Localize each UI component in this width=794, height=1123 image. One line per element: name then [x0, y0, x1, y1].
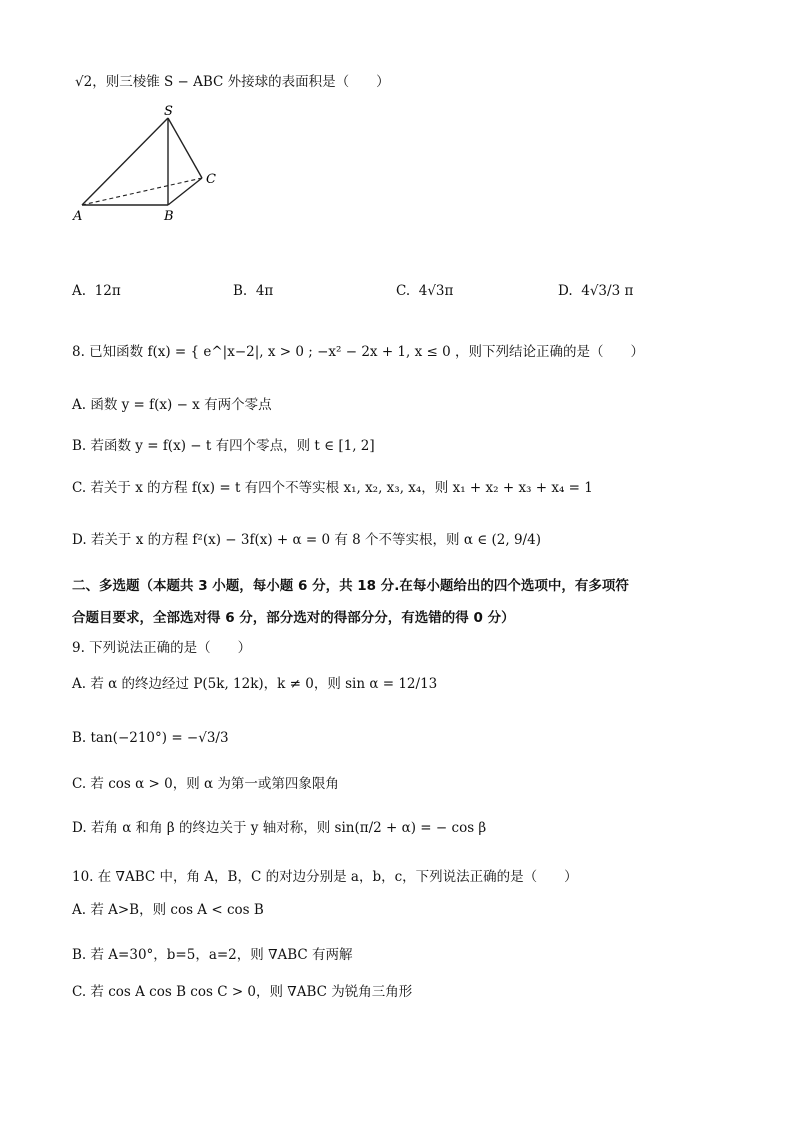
- q8-option-d: D. 若关于 x 的方程 f²(x) − 3f(x) + α = 0 有 8 个不等实根，则 α ∈ (2, 9/4): [72, 532, 541, 548]
- q10-stem: 10. 在 ∇ABC 中，角 A，B，C 的对边分别是 a，b，c，下列说法正确的是（ ）: [72, 869, 578, 885]
- q9-option-a: A. 若 α 的终边经过 P(5k, 12k)，k ≠ 0，则 sin α = 12/13: [72, 676, 438, 692]
- q10-option-b: B. 若 A=30°，b=5，a=2，则 ∇ABC 有两解: [72, 947, 353, 963]
- q7-lead: √2，则三棱锥 S − ABC 外接球的表面积是（ ）: [75, 74, 390, 90]
- q10-option-a: A. 若 A>B，则 cos A < cos B: [72, 902, 264, 918]
- q9-option-d: D. 若角 α 和角 β 的终边关于 y 轴对称，则 sin(π/2 + α) = − cos β: [72, 820, 487, 836]
- q7-option-c: C. 4√3π: [396, 283, 454, 299]
- section-heading-line2: 合题目要求，全部选对得 6 分，部分选对的得部分分，有选错的得 0 分）: [72, 610, 515, 626]
- vertex-label-b: B: [164, 209, 174, 224]
- section-heading-line1: 二、多选题（本题共 3 小题，每小题 6 分，共 18 分.在每小题给出的四个选项中，有多项符: [72, 578, 629, 594]
- q9-option-b: B. tan(−210°) = −√3/3: [72, 730, 229, 746]
- q8-option-c: C. 若关于 x 的方程 f(x) = t 有四个不等实根 x₁, x₂, x₃, x₄，则 x₁ + x₂ + x₃ + x₄ = 1: [72, 480, 593, 496]
- q8-option-b: B. 若函数 y = f(x) − t 有四个零点，则 t ∈ [1, 2]: [72, 438, 375, 454]
- q10-option-c: C. 若 cos A cos B cos C > 0，则 ∇ABC 为锐角三角形: [72, 984, 413, 1000]
- vertex-label-s: S: [164, 105, 173, 119]
- q7-option-b: B. 4π: [233, 283, 274, 299]
- q7-option-a: A. 12π: [72, 283, 121, 299]
- vertex-label-c: C: [206, 172, 216, 187]
- tetrahedron-figure: [70, 105, 230, 230]
- vertex-label-a: A: [73, 209, 83, 224]
- q8-stem: 8. 已知函数 f(x) = { e^|x−2|, x > 0 ; −x² − 2x + 1, x ≤ 0 ，则下列结论正确的是（ ）: [72, 344, 644, 360]
- q9-option-c: C. 若 cos α > 0，则 α 为第一或第四象限角: [72, 776, 339, 792]
- q9-stem: 9. 下列说法正确的是（ ）: [72, 640, 252, 656]
- q7-option-d: D. 4√3/3 π: [558, 283, 634, 299]
- q8-option-a: A. 函数 y = f(x) − x 有两个零点: [72, 397, 272, 413]
